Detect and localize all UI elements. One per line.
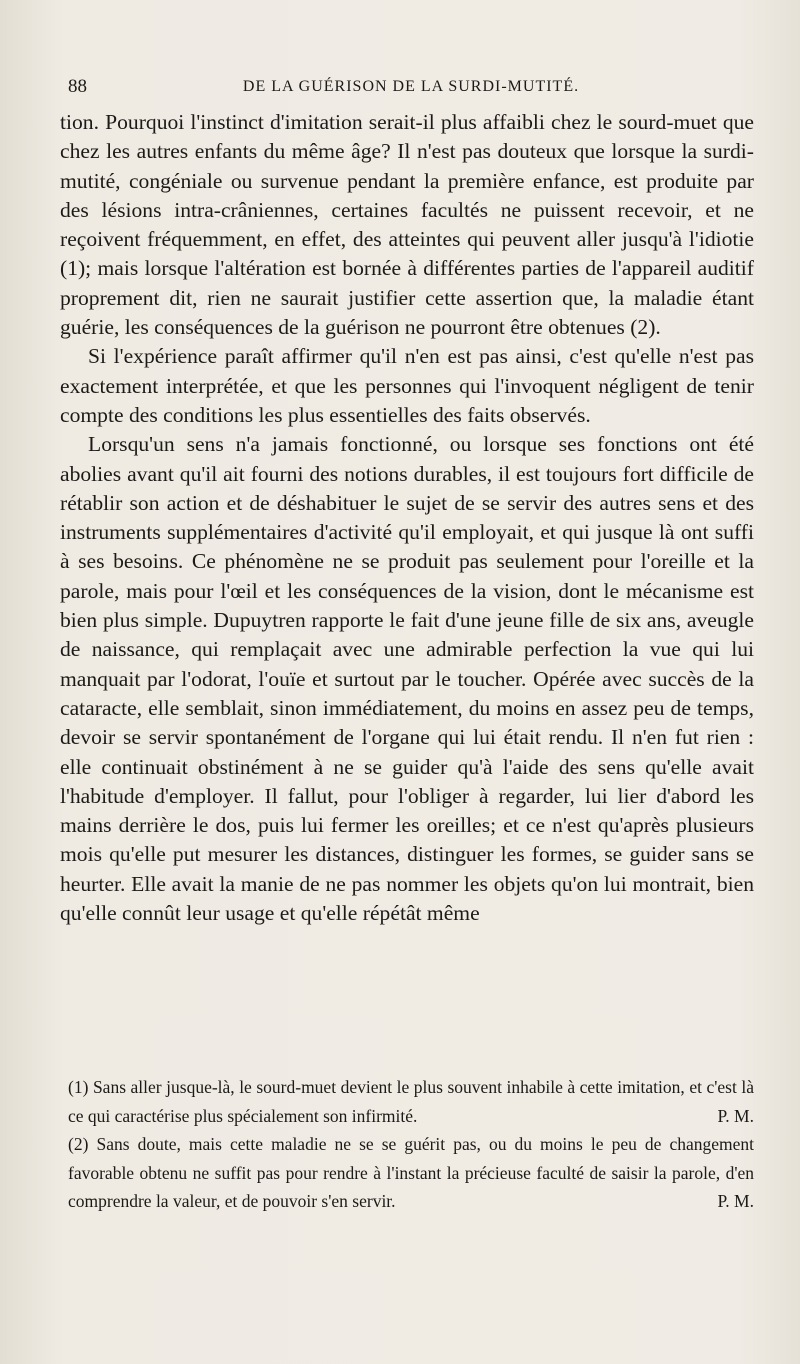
footnote-marker: (1)	[68, 1077, 89, 1097]
footnote-signature: P. M.	[717, 1105, 754, 1126]
body-text	[60, 108, 754, 928]
paragraph: Si l'expérience paraît affirmer qu'il n'en est pas ainsi, c'est qu'elle n'est pas exactement interprétée, et que les personnes qui l'invoquent négligent de tenir compte des conditions les plus essentielles des faits observés.	[60, 344, 754, 427]
running-head: DE LA GUÉRISON DE LA SURDI-MUTITÉ.	[242, 78, 580, 95]
footnote	[68, 1130, 754, 1216]
page-number: 88	[68, 76, 87, 97]
footnote-text: Sans aller jusque-là, le sourd-muet devient le plus souvent inhabile à cette imitation, et c'est là ce qui caractérise plus spécialement son infirmité.	[68, 1077, 754, 1126]
footnote	[68, 1073, 754, 1130]
footnote-signature: P. M.	[717, 1191, 754, 1211]
footnote-text: Sans doute, mais cette maladie ne se se guérit pas, ou du moins le peu de changement favorable obtenu ne suffit pas pour rendre à l'instant la précieuse faculté de saisir la parole, d'en comprendre la valeur, et de pouvoir s'en servir.	[68, 1134, 755, 1211]
paragraph: Lorsqu'un sens n'a jamais fonctionné, ou lorsque ses fonctions ont été abolies avant qu'il ait fourni des notions durables, il est toujours fort difficile de rétablir son action et de déshabituer le sujet de se servir des autres sens et des instruments supplémentaires d'activité qu'il employait, et qui jusque là ont suffi à ses besoins. Ce phénomène ne se produit pas seulement pour l'oreille et la parole, mais pour l'œil et les conséquences de la vision, dont le mécanisme est bien plus simple. Dupuytren rapporte le fait d'une jeune fille de six ans, aveugle de naissance, qui remplaçait avec une admirable perfection la vue qui lui manquait par l'odorat, l'ouïe et surtout par le toucher. Opérée avec succès de la cataracte, elle semblait, sinon immédiatement, du moins en assez peu de temps, devoir se servir spontanément de l'organe qui lui était rendu. Il n'en fut rien : elle continuait obstinément à ne se guider qu'à l'aide des sens qu'elle avait l'habitude d'employer. Il fallut, pour l'obliger à regarder, lui lier d'abord les mains derrière le dos, puis lui fermer les oreilles; et ce n'est qu'après plusieurs mois qu'elle put mesurer les distances, distinguer les formes, se guider sans se heurter. Elle avait la manie de ne pas nommer les objets qu'on lui montrait, bien qu'elle connût leur usage et qu'elle répétât même	[60, 432, 754, 926]
page-header	[68, 76, 754, 100]
footnote-marker: (2)	[68, 1134, 89, 1154]
footnotes	[68, 1073, 755, 1216]
paragraph: tion. Pourquoi l'instinct d'imitation serait-il plus affaibli chez le sourd-muet que chez les autres enfants du même âge? Il n'est pas douteux que lorsque la surdi-mutité, congéniale ou survenue pendant la première enfance, est produite par des lésions intra-crâniennes, certaines facultés ne puissent recevoir, et ne reçoivent fréquemment, en effet, des atteintes qui peuvent aller jusqu'à l'idiotie (1); mais lorsque l'altération est bornée à différentes parties de l'appareil auditif proprement dit, rien ne saurait justifier cette assertion que, la maladie étant guérie, les conséquences de la guérison ne pourront être obtenues (2).	[60, 110, 754, 340]
